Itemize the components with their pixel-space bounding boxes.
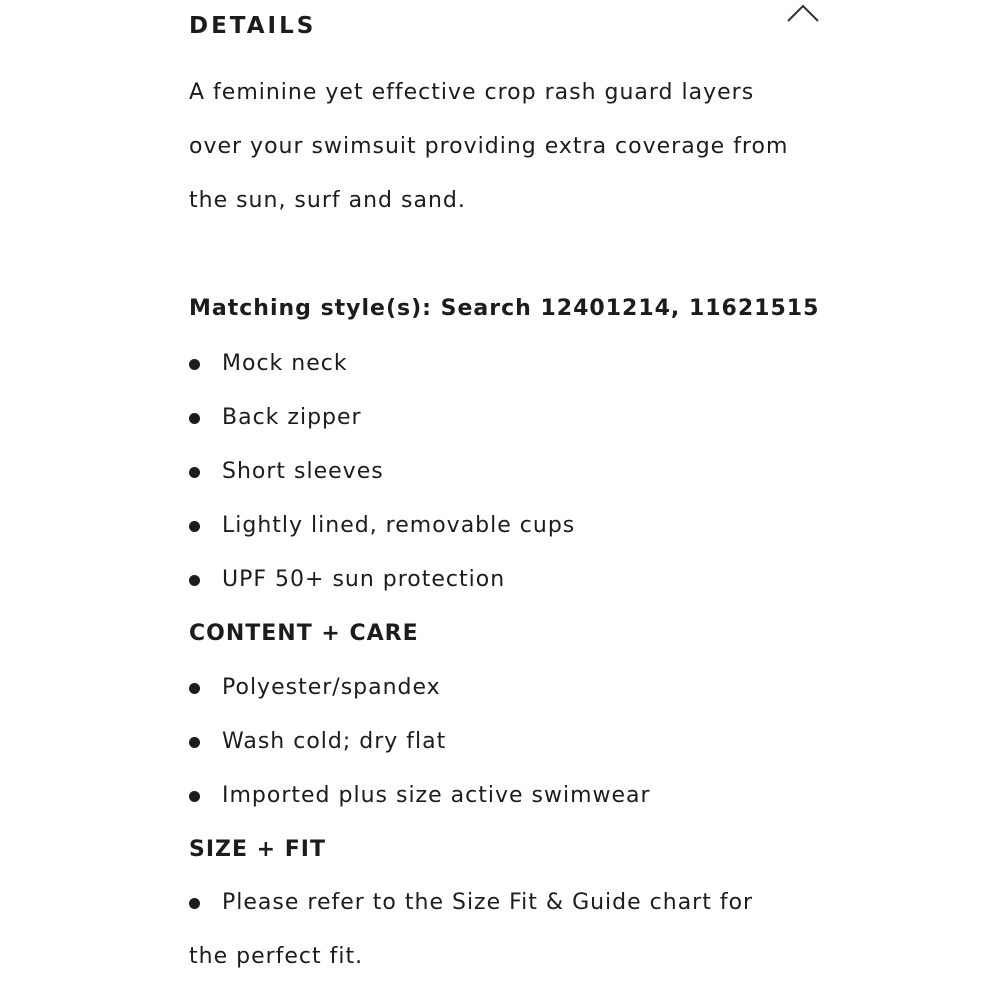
bullet-icon bbox=[189, 359, 200, 370]
list-item-text: Lightly lined, removable cups bbox=[222, 513, 576, 538]
bullet-icon bbox=[189, 413, 200, 424]
details-header[interactable] bbox=[189, 0, 849, 54]
bullet-icon bbox=[189, 521, 200, 532]
list-item-text: Short sleeves bbox=[222, 459, 384, 484]
list-item-text: Back zipper bbox=[222, 405, 362, 430]
bullet-icon bbox=[189, 683, 200, 694]
list-item bbox=[189, 888, 849, 942]
chevron-up-icon[interactable] bbox=[786, 2, 820, 24]
bullet-icon bbox=[189, 737, 200, 748]
list-item-text: Polyester/spandex bbox=[222, 675, 441, 700]
bullet-icon bbox=[189, 467, 200, 478]
list-item-text: Wash cold; dry flat bbox=[222, 729, 447, 754]
bullet-icon bbox=[189, 791, 200, 802]
list-item-text: Mock neck bbox=[222, 351, 348, 376]
product-details-panel bbox=[189, 0, 849, 969]
product-description: A feminine yet effective crop rash guard layers over your swimsuit providing extra coverage from the sun, surf and sand. bbox=[189, 80, 789, 213]
size-fit-note-continued: the perfect fit. bbox=[189, 944, 364, 969]
matching-styles-heading: Matching style(s): Search 12401214, 11621515 bbox=[189, 296, 820, 321]
list-item-text: Please refer to the Size Fit & Guide chart for bbox=[222, 890, 754, 915]
size-fit-heading: SIZE + FIT bbox=[189, 837, 326, 862]
list-item-text: Imported plus size active swimwear bbox=[222, 783, 651, 808]
content-care-heading: CONTENT + CARE bbox=[189, 621, 419, 646]
details-title: DETAILS bbox=[189, 13, 317, 39]
size-fit-note bbox=[189, 888, 849, 972]
bullet-icon bbox=[189, 575, 200, 586]
bullet-icon bbox=[189, 898, 200, 909]
list-item-text: UPF 50+ sun protection bbox=[222, 567, 506, 592]
